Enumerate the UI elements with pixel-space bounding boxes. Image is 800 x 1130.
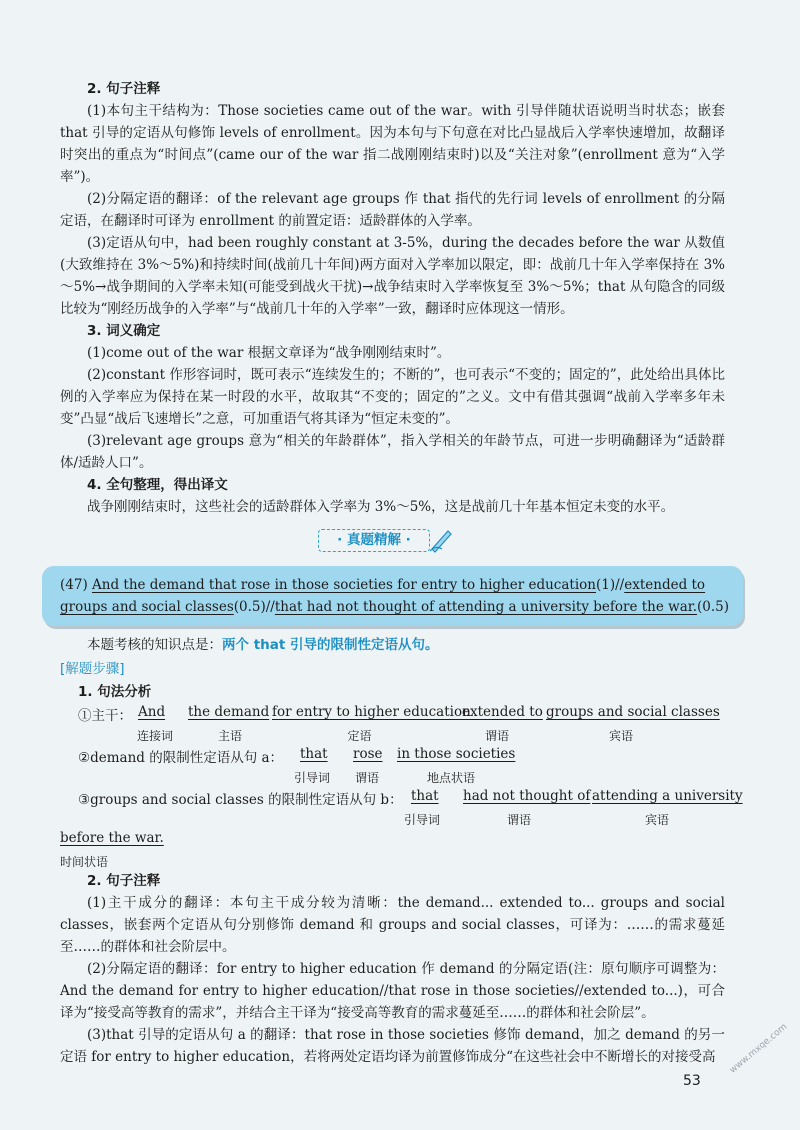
role-label: 主语	[217, 729, 242, 743]
analysis-main-label: ①主干：	[78, 708, 132, 724]
section-heading: 2. 句子注释	[87, 81, 161, 97]
notes-section-bottom	[60, 870, 725, 1068]
question-score-1: (1)//	[596, 577, 625, 593]
question-number: (47)	[60, 577, 88, 593]
note-paragraph: (1)come out of the war 根据文章译为“战争刚刚结束时”。	[87, 345, 451, 361]
knowledge-prefix: 本题考核的知识点是：	[87, 637, 222, 653]
note-paragraph: (2)分隔定语的翻译：for entry to higher education 作 demand 的分隔定语(注：原句顺序可调整为：And the demand for entry to higher education//that rose in those societies//extended to...)，可合译为“接受高等教育的需求”，并结合主干译为“接受高等教育的需求蔓延至……的群体和社会阶层”。	[60, 961, 725, 1021]
role-label: 引导词	[403, 813, 440, 827]
note-paragraph: (1)本句主干结构为：Those societies came out of the war。with 引导伴随状语说明当时状态；嵌套 that 引导的定语从句修饰 levels of enrollment。因为本句与下句意在对比凸显战后入学率快速增加，故翻译时突出的重点为“时间点”(came our of the war 指二战刚刚结束时)以及“关注对象”(enrollment 意为“入学率”)。	[60, 103, 725, 185]
section-heading: 2. 句子注释	[87, 873, 161, 889]
question-part-1: And the demand that rose in those societies for entry to higher education	[92, 577, 596, 593]
clause-b-word: that	[411, 788, 439, 804]
role-label: 地点状语	[426, 771, 475, 785]
role-label: 连接词	[136, 729, 173, 743]
pen-icon	[428, 527, 454, 553]
question-part-2b: groups and social classes	[60, 599, 234, 615]
question-box	[42, 566, 743, 626]
page-number: 53	[683, 1073, 701, 1089]
clause-a-word: rose	[353, 746, 383, 762]
question-score-2: (0.5)//	[233, 599, 275, 615]
question-score-3: (0.5)	[697, 599, 730, 615]
role-label: 谓语	[506, 813, 531, 827]
role-label: 谓语	[484, 729, 509, 743]
section-heading: 4. 全句整理，得出译文	[87, 477, 228, 493]
knowledge-line	[60, 634, 725, 656]
role-label: 宾语	[608, 729, 633, 743]
main-word: groups and social classes	[546, 704, 720, 720]
main-word: the demand	[188, 704, 270, 720]
clause-a-word: that	[300, 746, 328, 762]
clause-b-tail: before the war.	[60, 830, 164, 846]
note-paragraph: (3)relevant age groups 意为“相关的年龄群体”，指入学相关的年龄节点，可进一步明确翻译为“适龄群体/适龄人口”。	[60, 433, 725, 471]
analysis-a-label: ②demand 的限制性定语从句 a：	[78, 750, 284, 766]
question-text	[60, 574, 730, 618]
clause-b-word: had not thought of	[463, 788, 591, 804]
watermark: www.mxqe.com	[728, 1022, 790, 1076]
steps-label: [解题步骤]	[60, 661, 125, 677]
role-label: 引导词	[293, 771, 330, 785]
translation-paragraph: 战争刚刚结束时，这些社会的适龄群体入学率为 3%～5%，这是战前几十年基本恒定未变的水平。	[87, 499, 675, 515]
knowledge-point: 两个 that 引导的限制性定语从句。	[222, 637, 439, 653]
note-paragraph: (3)that 引导的定语从句 a 的翻译：that rose in those societies 修饰 demand，加之 demand 的另一定语 for entry to higher education，若将两处定语均译为前置修饰成分“在这些社会中不断增长的对接受高	[60, 1027, 725, 1065]
section-heading: 3. 词义确定	[87, 323, 161, 339]
section-banner	[318, 527, 478, 553]
note-paragraph: (1)主干成分的翻译：本句主干成分较为清晰：the demand... extended to... groups and social classes，嵌套两个定语从句分别修饰 demand 和 groups and social classes，可译为：……的需求蔓延至……的群体和社会阶层中。	[60, 895, 725, 955]
main-word: extended to	[462, 704, 543, 720]
clause-a-word: in those societies	[397, 746, 516, 762]
role-label: 谓语	[354, 771, 379, 785]
notes-section-top	[60, 78, 725, 518]
role-label: 宾语	[644, 813, 669, 827]
banner-label: · 真题精解 ·	[318, 529, 430, 552]
knowledge-paragraph	[60, 634, 725, 656]
main-word: for entry to higher education	[272, 704, 471, 720]
question-part-2a: extended to	[624, 577, 706, 593]
analysis-b-label: ③groups and social classes 的限制性定语从句 b：	[78, 792, 403, 808]
note-paragraph: (2)分隔定语的翻译：of the relevant age groups 作 that 指代的先行词 levels of enrollment 的分隔定语，在翻译时可译为 enrollment 的前置定语：适龄群体的入学率。	[60, 191, 725, 229]
role-label: 定语	[347, 729, 372, 743]
role-label: 时间状语	[60, 855, 109, 869]
note-paragraph: (2)constant 作形容词时，既可表示“连续发生的；不断的”，也可表示“不变的；固定的”，此处给出具体比例的入学率应为保持在某一时段的水平，故取其“不变的；固定的”之义。文中有借其强调“战前入学率多年未变”凸显“战后飞速增长”之意，可加重语气将其译为“恒定未变的”。	[60, 367, 725, 427]
section-heading: 1. 句法分析	[78, 684, 152, 700]
clause-b-word: attending a university	[592, 788, 743, 804]
question-part-3: that had not thought of attending a university before the war.	[274, 599, 697, 615]
main-word: And	[138, 704, 166, 720]
note-paragraph: (3)定语从句中，had been roughly constant at 3-5%，during the decades before the war 从数值(大致维持在 3%～5%)和持续时间(战前几十年间)两方面对入学率加以限定，即：战前几十年入学率保持在 3%～5%→战争期间的入学率未知(可能受到战火干扰)→战争结束时入学率恢复至 3%～5%；that 从句隐含的同级比较为“刚经历战争的入学率”与“战前几十年的入学率”一致，翻译时应体现这一情形。	[60, 235, 725, 317]
